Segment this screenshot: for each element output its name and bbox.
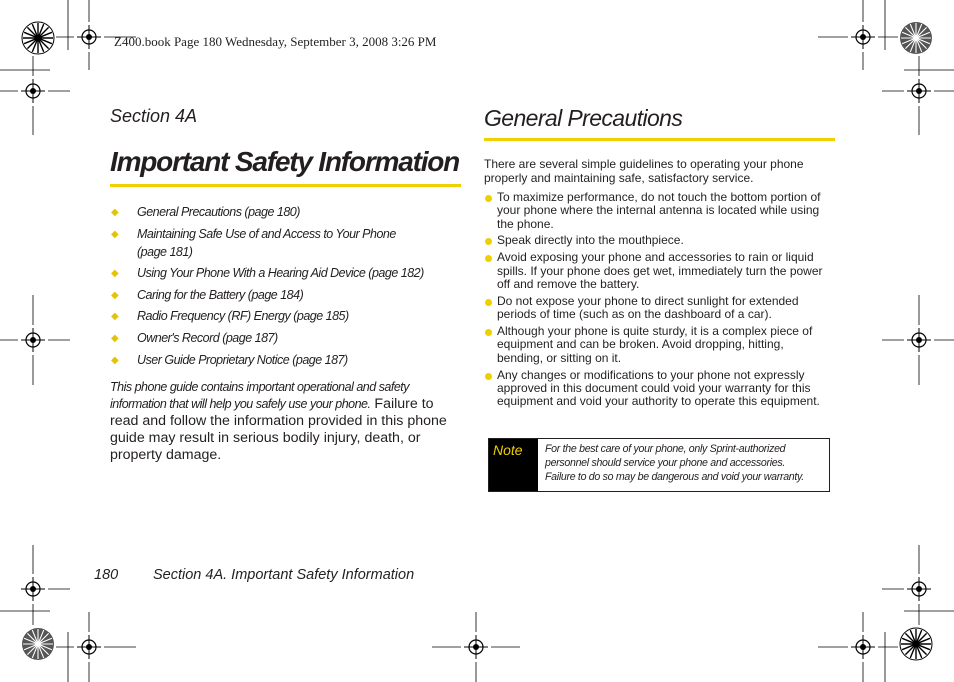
diamond-bullet-icon: ◆ (111, 354, 119, 366)
list-item-text: Do not expose your phone to direct sunlight for extended periods of time (such as on the dashboard of a car). (497, 293, 799, 322)
section-toc (110, 203, 460, 372)
toc-item-label: Caring for the Battery (page 184) (137, 287, 304, 302)
list-item-text: To maximize performance, do not touch the bottom portion of your phone where the internal antenna is located while using the phone. (497, 190, 821, 231)
bullet-dot-icon (485, 195, 492, 202)
list-item-text: Speak directly into the mouthpiece. (497, 233, 684, 248)
intro-paragraph (110, 379, 460, 464)
note-line: personnel should service your phone and accessories. (545, 457, 785, 469)
intro-rest-text: Failure to read and follow the information provided in this phone guide may result in serious bodily injury, death, or property damage. (110, 396, 447, 463)
diamond-bullet-icon: ◆ (111, 311, 119, 323)
list-item (484, 251, 832, 291)
diamond-bullet-icon: ◆ (111, 207, 119, 218)
note-text (538, 439, 829, 491)
diamond-bullet-icon: ◆ (111, 268, 119, 280)
page-number: 180 (94, 567, 119, 583)
toc-item[interactable] (110, 329, 460, 347)
general-precautions-heading: General Precautions (484, 105, 683, 131)
heading-rule (484, 138, 835, 141)
toc-item[interactable] (110, 286, 460, 304)
diamond-bullet-icon: ◆ (111, 228, 119, 240)
note-line: Failure to do so may be dangerous and void your warranty. (545, 471, 804, 483)
toc-item-label: Using Your Phone With a Hearing Aid Device (page 182) (137, 266, 424, 281)
section-label: Section 4A (110, 106, 198, 126)
toc-item-label: User Guide Proprietary Notice (page 187) (137, 352, 348, 367)
precautions-list (484, 191, 832, 412)
toc-item[interactable] (110, 307, 460, 325)
toc-item-label: Radio Frequency (RF) Energy (page 185) (137, 309, 349, 324)
diamond-bullet-icon: ◆ (111, 332, 119, 344)
list-item-text: Although your phone is quite sturdy, it is a complex piece of equipment and can be broken. Avoid dropping, hitting, bending, or sitting on it. (497, 324, 813, 365)
page-title: Important Safety Information (110, 146, 460, 177)
toc-item[interactable] (110, 203, 460, 221)
list-item (484, 295, 832, 322)
toc-item-label: Maintaining Safe Use of and Access to Your Phone (page 181) (137, 226, 396, 259)
intro-italic-text: This phone guide contains important operational and safety information that will help you safely use your phone. (110, 380, 409, 411)
toc-item-label: Owner's Record (page 187) (137, 330, 278, 345)
toc-item[interactable] (110, 225, 422, 261)
bullet-dot-icon (485, 299, 492, 306)
general-intro: There are several simple guidelines to operating your phone properly and maintaining safe, satisfactory service. (484, 157, 804, 185)
list-item (484, 234, 832, 247)
note-label: Note (489, 439, 538, 491)
bullet-dot-icon (485, 329, 492, 336)
note-box (488, 438, 830, 492)
toc-item[interactable] (110, 351, 460, 369)
bullet-dot-icon (485, 238, 492, 245)
toc-item-label: General Precautions (page 180) (137, 205, 300, 219)
list-item-text: Any changes or modifications to your phone not expressly approved in this document could void your warranty for this equipment and void your authority to operate this equipment. (497, 367, 820, 409)
list-item-text: Avoid exposing your phone and accessories to rain or liquid spills. If your phone does get wet, immediately turn the power off and remove the battery. (497, 250, 823, 291)
title-rule (110, 184, 461, 187)
list-item (484, 325, 832, 365)
note-line: For the best care of your phone, only Sprint-authorized (545, 443, 786, 455)
list-item (484, 191, 832, 231)
toc-item[interactable] (110, 264, 460, 282)
bullet-dot-icon (485, 373, 492, 380)
footer-section-title: Section 4A. Important Safety Information (153, 567, 415, 583)
list-item (484, 369, 832, 409)
bullet-dot-icon (485, 255, 492, 262)
print-header: Z400.book Page 180 Wednesday, September 3, 2008 3:26 PM (114, 34, 437, 49)
diamond-bullet-icon: ◆ (111, 289, 119, 301)
